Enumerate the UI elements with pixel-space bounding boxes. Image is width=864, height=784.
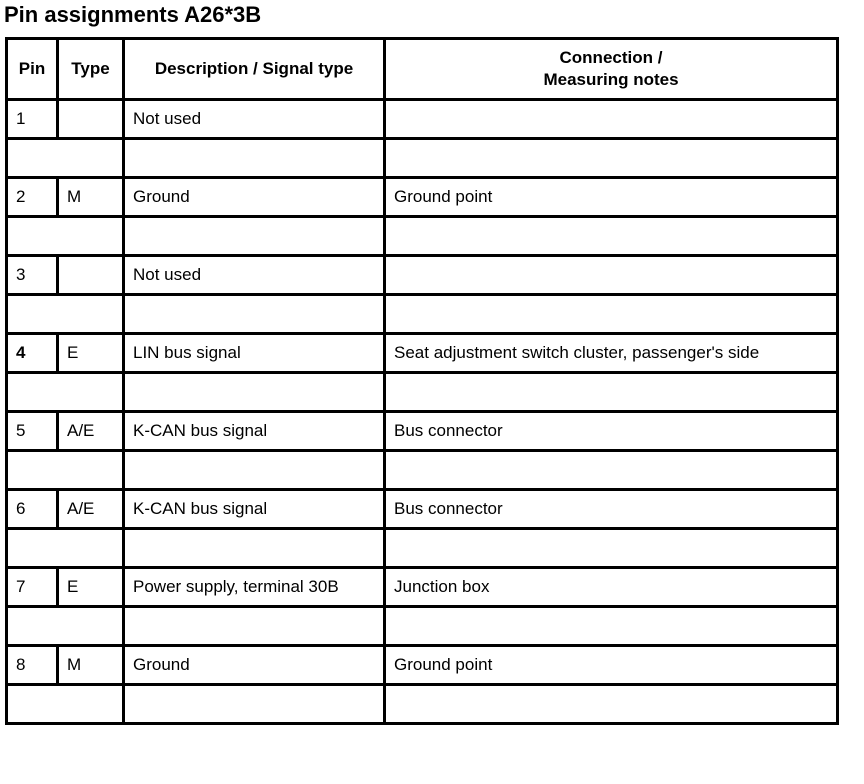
cell-type: A/E bbox=[58, 490, 124, 529]
header-connection-line1: Connection / bbox=[559, 48, 663, 67]
cell-blank bbox=[124, 685, 385, 724]
cell-connection: Bus connector bbox=[385, 412, 838, 451]
page-title: Pin assignments A26*3B bbox=[4, 2, 262, 27]
table-spacer-row bbox=[7, 373, 838, 412]
cell-blank bbox=[124, 373, 385, 412]
cell-blank bbox=[124, 529, 385, 568]
cell-description: LIN bus signal bbox=[124, 334, 385, 373]
cell-type bbox=[58, 256, 124, 295]
table-spacer-row bbox=[7, 295, 838, 334]
cell-description: K-CAN bus signal bbox=[124, 490, 385, 529]
cell-description: Ground bbox=[124, 178, 385, 217]
table-row bbox=[7, 256, 838, 295]
cell-type: M bbox=[58, 178, 124, 217]
cell-pin: 1 bbox=[7, 100, 58, 139]
cell-type: E bbox=[58, 334, 124, 373]
table-row bbox=[7, 178, 838, 217]
cell-blank bbox=[7, 139, 124, 178]
cell-pin: 5 bbox=[7, 412, 58, 451]
table-spacer-row bbox=[7, 607, 838, 646]
table-spacer-row bbox=[7, 451, 838, 490]
cell-blank bbox=[7, 685, 124, 724]
cell-description: Not used bbox=[124, 100, 385, 139]
cell-type: E bbox=[58, 568, 124, 607]
cell-type: M bbox=[58, 646, 124, 685]
cell-blank bbox=[124, 607, 385, 646]
cell-blank bbox=[385, 607, 838, 646]
cell-blank bbox=[7, 607, 124, 646]
cell-pin: 2 bbox=[7, 178, 58, 217]
cell-blank bbox=[124, 139, 385, 178]
table-row bbox=[7, 412, 838, 451]
cell-connection bbox=[385, 256, 838, 295]
cell-description: Ground bbox=[124, 646, 385, 685]
cell-blank bbox=[7, 373, 124, 412]
cell-pin: 6 bbox=[7, 490, 58, 529]
cell-pin: 7 bbox=[7, 568, 58, 607]
cell-description: Power supply, terminal 30B bbox=[124, 568, 385, 607]
cell-blank bbox=[124, 295, 385, 334]
table-row bbox=[7, 334, 838, 373]
cell-blank bbox=[385, 139, 838, 178]
header-connection bbox=[385, 39, 838, 100]
cell-blank bbox=[385, 217, 838, 256]
cell-type: A/E bbox=[58, 412, 124, 451]
header-connection-line2: Measuring notes bbox=[543, 70, 679, 89]
table-row bbox=[7, 646, 838, 685]
header-type: Type bbox=[58, 39, 124, 100]
cell-blank bbox=[124, 217, 385, 256]
cell-blank bbox=[7, 217, 124, 256]
cell-description: Not used bbox=[124, 256, 385, 295]
cell-blank bbox=[7, 295, 124, 334]
cell-blank bbox=[7, 451, 124, 490]
cell-connection: Ground point bbox=[385, 646, 838, 685]
table-spacer-row bbox=[7, 685, 838, 724]
cell-pin: 3 bbox=[7, 256, 58, 295]
cell-pin: 4 bbox=[7, 334, 58, 373]
cell-description: K-CAN bus signal bbox=[124, 412, 385, 451]
pin-assignment-table bbox=[5, 37, 839, 725]
cell-connection: Junction box bbox=[385, 568, 838, 607]
cell-pin: 8 bbox=[7, 646, 58, 685]
cell-blank bbox=[385, 295, 838, 334]
header-description: Description / Signal type bbox=[124, 39, 385, 100]
table-header-row bbox=[7, 39, 838, 100]
cell-connection bbox=[385, 100, 838, 139]
table-row bbox=[7, 490, 838, 529]
cell-type bbox=[58, 100, 124, 139]
table-spacer-row bbox=[7, 529, 838, 568]
cell-blank bbox=[385, 685, 838, 724]
cell-connection: Bus connector bbox=[385, 490, 838, 529]
cell-connection: Seat adjustment switch cluster, passenger's side bbox=[385, 334, 838, 373]
header-pin: Pin bbox=[7, 39, 58, 100]
cell-blank bbox=[385, 529, 838, 568]
cell-blank bbox=[385, 451, 838, 490]
table-row bbox=[7, 100, 838, 139]
table-row bbox=[7, 568, 838, 607]
cell-blank bbox=[385, 373, 838, 412]
table-spacer-row bbox=[7, 139, 838, 178]
table-spacer-row bbox=[7, 217, 838, 256]
cell-blank bbox=[7, 529, 124, 568]
cell-blank bbox=[124, 451, 385, 490]
cell-connection: Ground point bbox=[385, 178, 838, 217]
